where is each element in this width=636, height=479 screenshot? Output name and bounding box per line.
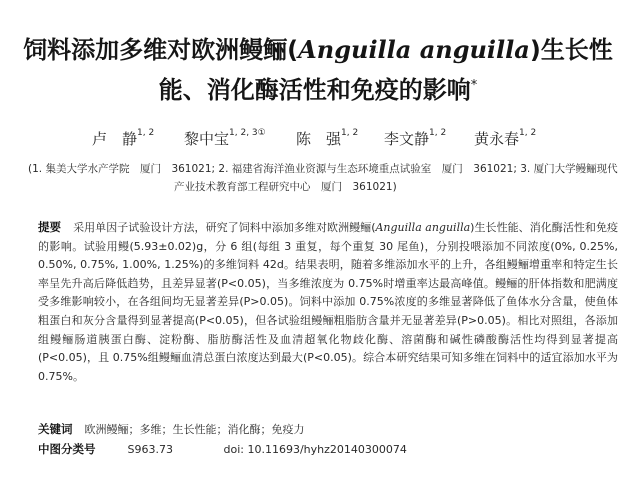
author-name: 黎中宝 [184,130,230,148]
author-name: 李文静 [384,130,430,148]
author-affiliation-mark: 1, 2 [519,128,537,138]
affiliations [28,160,628,196]
title-text-part-1: 饲料添加多维对欧洲鳗鲡( [23,36,299,64]
author-name: 卢 静 [92,130,138,148]
title-species-latin: Anguilla anguilla [298,35,530,64]
author-affiliation-mark: 1, 2 [137,128,155,138]
classification [38,441,618,457]
title-line-1 [0,30,636,70]
affiliation-line-2: 产业技术教育部工程研究中心 厦门 361021) [174,181,397,193]
author-affiliation-mark: 1, 2, 3① [229,128,266,138]
doi: doi: 10.11693/hyhz20140300074 [223,443,407,456]
title-line-2 [0,70,636,110]
author-list [0,128,636,150]
author-affiliation-mark: 1, 2 [341,128,359,138]
classification-code: S963.73 [127,443,173,456]
classification-label: 中图分类号 [38,442,96,456]
author [92,128,154,149]
keywords-text: 欧洲鳗鲡；多维；生长性能；消化酶；免疫力 [84,423,305,436]
abstract-text: 采用单因子试验设计方法，研究了饲料中添加多维对欧洲鳗鲡( [73,221,376,234]
keywords-label: 关键词 [38,422,73,436]
author [296,128,358,149]
author-affiliation-mark: 1, 2 [429,128,447,138]
title-footnote-mark: * [470,78,478,93]
abstract [38,218,618,386]
author [384,128,446,149]
title-text-part-2: )生长性 [529,36,613,64]
keywords [38,421,618,437]
affiliation-line-1: (1. 集美大学水产学院 厦门 361021; 2. 福建省海洋渔业资源与生态环境重点试验室 厦门 361021; 3. 厦门大学鳗鲡现代 [28,163,618,175]
author [474,128,536,149]
author-name: 陈 强 [296,130,342,148]
paper-title [0,30,636,110]
author [184,128,266,149]
abstract-species-latin: Anguilla anguilla [375,221,471,234]
abstract-text-continued: )生长性能、消化酶活性和免疫的影响。试验用鳗(5.93±0.02)g，分 6 组(每组 3 重复，每个重复 30 尾鱼)，分别投喂添加不同浓度(0%, 0.25%, 0.50%, 0.75%, 1.00%, 1.25%)的多维饲料 42d。结果表明，随着多维添加水平的上升，各组鳗鲡增重率和特定生长率呈先升高后降低趋势，且差异显著(P<0.05)，当多维浓度为 0.75%时增重率达最高峰值。鳗鲡的肝体指数和肥满度受多维影响较小，在各组间均无显著差异(P>0.05)。饲料中添加 0.75%浓度的多维显著降低了鱼体水分含量，使鱼体粗蛋白和灰分含量得到显著提高(P<0.05)，但各试验组鳗鲡粗脂肪含量并无显著差异(P>0.05)。相比对照组，各添加组鳗鲡肠道胰蛋白酶、淀粉酶、脂肪酶活性及血清超氧化物歧化酶、溶菌酶和碱性磷酸酶活性均得到显著提高(P<0.05)，且 0.75%组鳗鲡血清总蛋白浓度达到最大(P<0.05)。综合本研究结果可知多维在饲料中的适宜添加水平为 0.75%。 [38,221,618,383]
abstract-label: 提要 [38,220,62,234]
title-text-line-2: 能、消化酶活性和免疫的影响 [158,76,471,104]
author-name: 黄永春 [474,130,520,148]
